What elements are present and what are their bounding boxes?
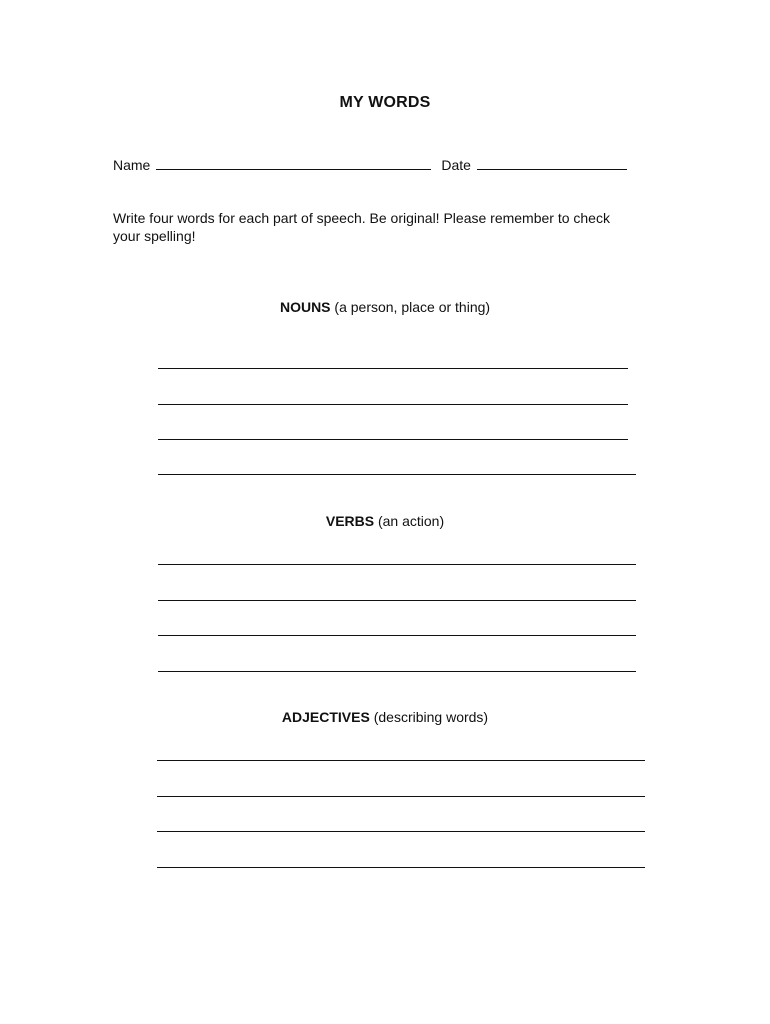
verbs-heading [0, 513, 770, 529]
verb-answer-line-1[interactable] [158, 564, 636, 565]
verbs-description: (an action) [377, 513, 445, 529]
date-field[interactable] [477, 156, 627, 170]
adjectives-description: (describing words) [373, 709, 489, 725]
name-label: Name [113, 157, 151, 173]
noun-answer-line-4[interactable] [158, 474, 636, 475]
name-date-row [113, 156, 627, 173]
noun-answer-line-1[interactable] [158, 368, 628, 369]
verb-answer-line-2[interactable] [158, 600, 636, 601]
date-label: Date [441, 157, 471, 173]
adjective-answer-line-3[interactable] [157, 831, 645, 832]
adjective-answer-line-4[interactable] [157, 867, 645, 868]
noun-answer-line-2[interactable] [158, 404, 628, 405]
worksheet-title: MY WORDS [339, 94, 431, 111]
nouns-title: NOUNS [279, 299, 331, 315]
verb-answer-line-3[interactable] [158, 635, 636, 636]
name-field[interactable] [156, 156, 431, 170]
verb-answer-line-4[interactable] [158, 671, 636, 672]
adjectives-title: ADJECTIVES [281, 709, 370, 725]
adjectives-heading [0, 709, 770, 725]
nouns-heading [0, 299, 770, 315]
nouns-description: (a person, place or thing) [334, 299, 491, 315]
verbs-title: VERBS [325, 513, 375, 529]
adjective-answer-line-2[interactable] [157, 796, 645, 797]
instructions-text: Write four words for each part of speech. Be original! Please remember to check your spelling! [113, 210, 610, 244]
adjective-answer-line-1[interactable] [157, 760, 645, 761]
noun-answer-line-3[interactable] [158, 439, 628, 440]
